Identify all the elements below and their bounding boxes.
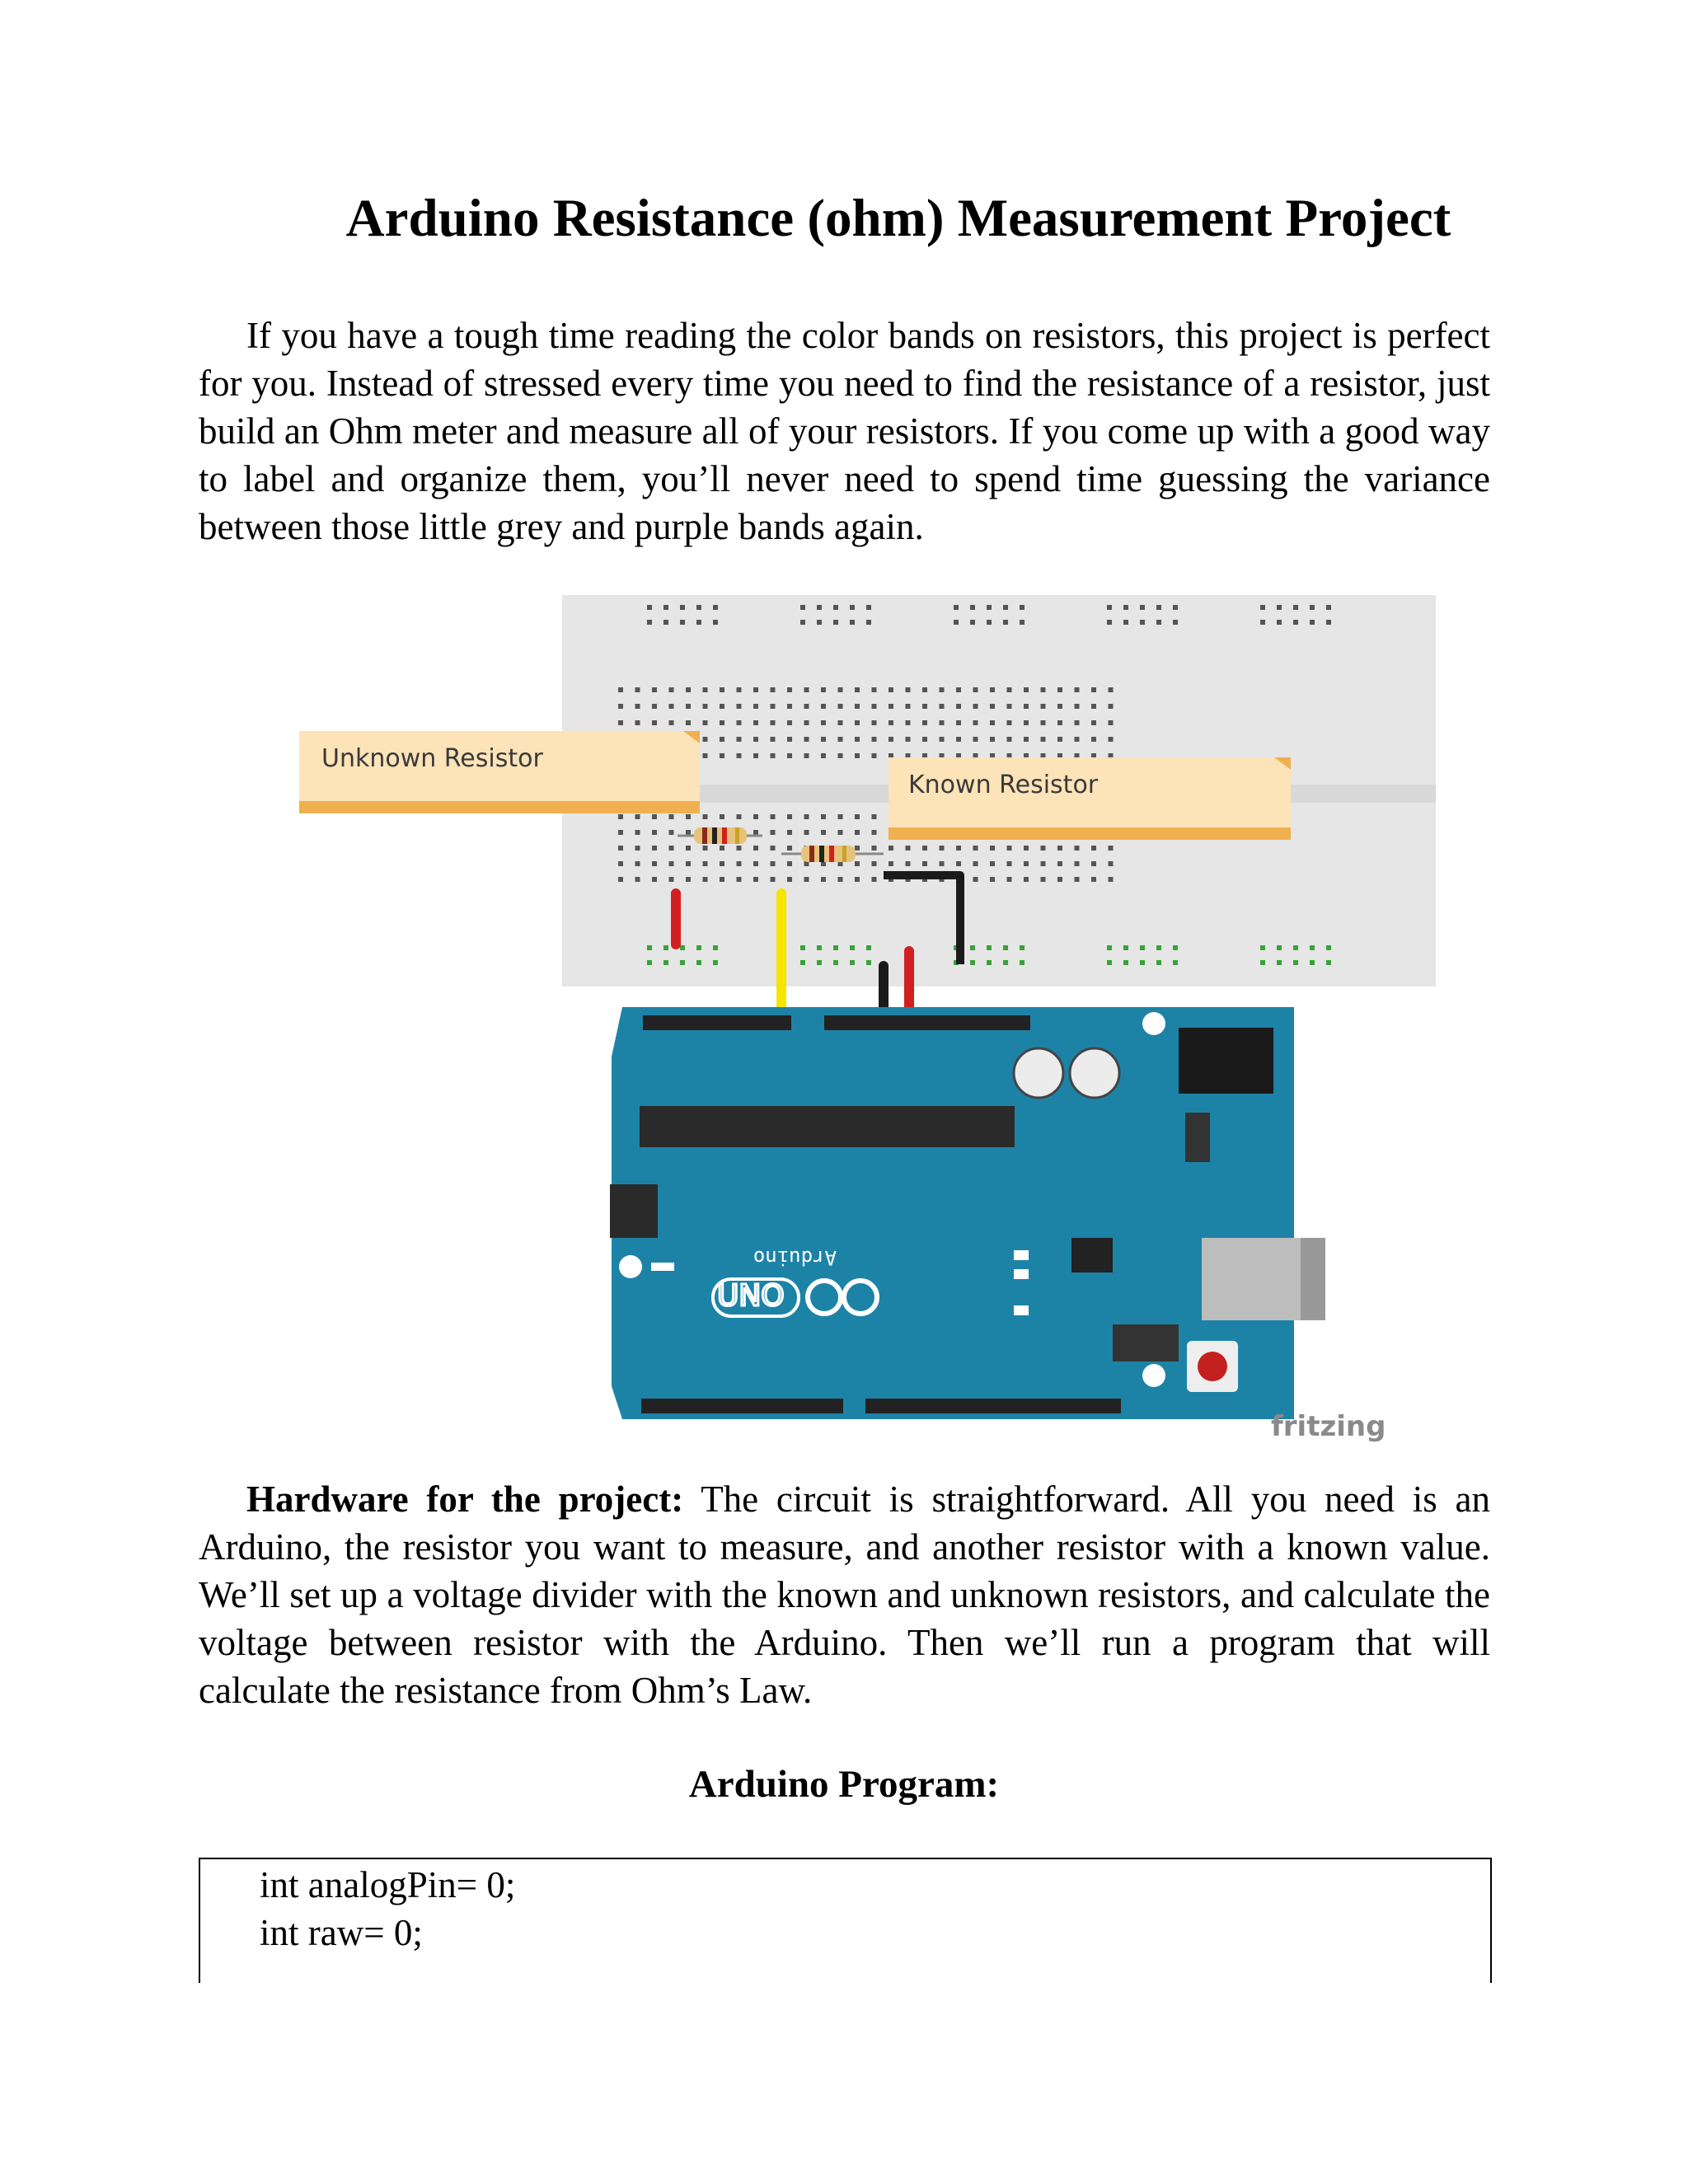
- capacitor-2: [1070, 1048, 1119, 1098]
- fritzing-watermark: fritzing: [1271, 1410, 1386, 1443]
- code-line: int analogPin= 0;: [260, 1864, 516, 1905]
- code-line: int raw= 0;: [260, 1912, 423, 1953]
- power-jack: [1179, 1028, 1273, 1094]
- code-block: [199, 1858, 1492, 1983]
- board-uno-text: UNO: [717, 1279, 785, 1313]
- hardware-heading: Hardware for the project:: [246, 1479, 684, 1520]
- circuit-figure: [297, 595, 1447, 1446]
- hardware-text: The circuit is straightforward. All you need is an Arduino, the resistor you want to measure, and another resistor with a known value. We’ll set up a voltage divider with the known and unknown resistors, and calculate the voltage between resistor with the Arduino. Then we’ll run a program that will calculate the resistance from Ohm’s Law.: [199, 1479, 1490, 1711]
- program-heading: Arduino Program:: [688, 1763, 1000, 1806]
- intro-paragraph: If you have a tough time reading the color bands on resistors, this project is perfect for you. Instead of stressed every time you need to find the resistance of a resistor, just build an Ohm meter and measure all of your resistors. If you come up with a good way to label and organize them, you’ll never need to spend time guessing the variance between those little grey and purple bands again.: [199, 315, 1490, 547]
- arduino-board: [610, 1007, 1325, 1419]
- board-brand-text: Arduino: [753, 1246, 837, 1269]
- label-known-text: Known Resistor: [908, 771, 1099, 799]
- capacitor-1: [1014, 1048, 1063, 1098]
- hardware-paragraph: [199, 1475, 1490, 1714]
- label-unknown-resistor: [299, 731, 700, 813]
- label-known-resistor: [889, 757, 1291, 840]
- label-unknown-text: Unknown Resistor: [321, 744, 543, 773]
- page-title: Arduino Resistance (ohm) Measurement Project: [345, 189, 1451, 248]
